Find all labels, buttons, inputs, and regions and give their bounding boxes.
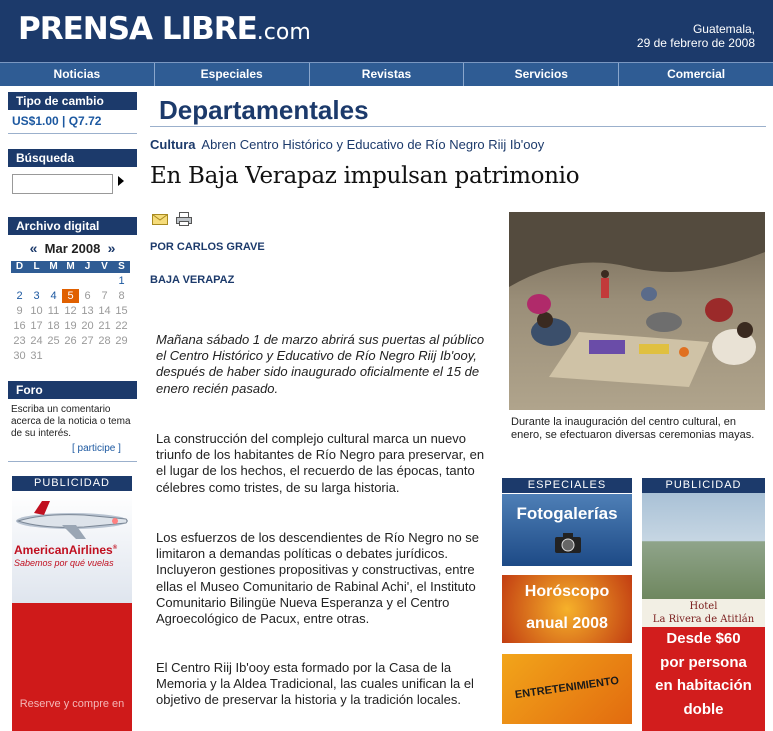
- site-header: [0, 0, 773, 62]
- nav-item-revistas[interactable]: Revistas: [309, 63, 464, 86]
- promo-horoscopo-year: anual 2008: [526, 615, 608, 632]
- ad-brand-text: AmericanAirlines: [14, 543, 113, 557]
- calendar-empty-cell: [62, 274, 79, 288]
- ad-brand-mark: ®: [112, 545, 118, 551]
- hotel-offer-line: en habitación: [655, 677, 752, 694]
- hotel-offer-line: por persona: [660, 653, 747, 671]
- calendar-weekday: S: [113, 261, 130, 273]
- article-paragraph: La construcción del complejo cultural marca un nuevo triunfo de los habitantes de Río Negro para preservar, en el lugar de los hechos, el recuerdo de las épocas, tanto célebres como tristes, de su larga historia.: [156, 431, 485, 495]
- logo-text: PRENSA LIBRE: [18, 11, 257, 47]
- calendar-day: 30: [13, 350, 26, 362]
- forum-text: Escriba un comentario acerca de la noticia o tema de su interés.: [11, 404, 131, 439]
- hotel-offer: [642, 627, 765, 721]
- promo-entretenimiento[interactable]: [502, 654, 632, 724]
- article-headline: En Baja Verapaz impulsan patrimonio: [150, 163, 580, 189]
- calendar-day: 18: [47, 320, 60, 332]
- calendar-prev-button[interactable]: «: [29, 240, 38, 256]
- promo-horoscopo[interactable]: [502, 575, 632, 643]
- calendar-day: 22: [115, 320, 128, 332]
- nav-item-servicios[interactable]: Servicios: [463, 63, 618, 86]
- ad-label-left: PUBLICIDAD: [12, 476, 132, 491]
- promo-entretenimiento-label: ENTRETENIMIENTO: [514, 674, 620, 702]
- hotel-name-line1: Hotel: [689, 601, 718, 612]
- ad-label-right: PUBLICIDAD: [642, 478, 765, 493]
- section-title: Departamentales: [159, 95, 369, 125]
- promo-fotogalerias[interactable]: [502, 494, 632, 566]
- calendar-month: Mar 2008: [44, 241, 101, 256]
- calendar-empty-cell: [11, 274, 28, 288]
- nav-item-noticias[interactable]: Noticias: [53, 67, 101, 81]
- ad-tagline: Sabemos por qué vuelas: [14, 558, 114, 568]
- hotel-name-line2: La Rivera de Atitlán: [652, 614, 755, 625]
- calendar-weekday: L: [28, 261, 45, 273]
- photo-caption: Durante la inauguración del centro cultural, en enero, se efectuaron diversas ceremonias mayas.: [511, 416, 755, 441]
- site-logo[interactable]: [18, 11, 311, 47]
- header-location: Guatemala,: [692, 22, 755, 36]
- hotel-offer-line: doble: [683, 700, 724, 718]
- calendar-empty-cell: [45, 274, 62, 288]
- article-kicker: [150, 137, 544, 152]
- ad-cta: Reserve y compre en: [19, 698, 125, 710]
- calendar-day: 20: [81, 320, 94, 332]
- calendar-day: 10: [30, 305, 43, 317]
- ad-brand: [14, 543, 132, 557]
- calendar-day: 14: [98, 305, 111, 317]
- arrow-right-icon: [117, 176, 125, 186]
- nav-item-especiales[interactable]: Especiales: [154, 63, 309, 86]
- exchange-rate-value: US$1.00 | Q7.72: [12, 114, 102, 128]
- hotel-ad-photo: [642, 493, 765, 599]
- calendar-weekday: D: [11, 261, 28, 273]
- calendar-weekday: M: [62, 261, 79, 273]
- calendar-day: 12: [64, 305, 77, 317]
- calendar-weekday: V: [96, 261, 113, 273]
- sidebar-divider: [8, 133, 137, 134]
- calendar-day[interactable]: 4: [50, 290, 57, 302]
- calendar-empty-cell: [45, 349, 62, 363]
- calendar-day: 17: [30, 320, 43, 332]
- search-title: Búsqueda: [8, 149, 137, 167]
- calendar-day: 21: [98, 320, 111, 332]
- calendar-day: 19: [64, 320, 77, 332]
- airplane-icon: [14, 499, 130, 541]
- calendar-empty-cell: [62, 349, 79, 363]
- calendar-day: 8: [118, 290, 125, 302]
- hotel-name: [642, 599, 765, 627]
- calendar-day[interactable]: 1: [118, 275, 125, 287]
- calendar-day: 9: [16, 305, 23, 317]
- calendar-day: 28: [98, 335, 111, 347]
- calendar-day: 13: [81, 305, 94, 317]
- logo-suffix: .com: [256, 20, 311, 45]
- forum-participate-link[interactable]: [ participe ]: [72, 443, 121, 454]
- calendar-day[interactable]: 3: [33, 290, 40, 302]
- calendar-day: 31: [30, 350, 43, 362]
- search-input[interactable]: [12, 174, 113, 194]
- calendar-day: 27: [81, 335, 94, 347]
- calendar-next-button[interactable]: »: [107, 240, 116, 256]
- calendar-day: 25: [47, 335, 60, 347]
- calendar-day: 26: [64, 335, 77, 347]
- american-airlines-ad[interactable]: [12, 491, 132, 731]
- article-category[interactable]: Cultura: [150, 137, 196, 152]
- calendar-day: 23: [13, 335, 26, 347]
- calendar-day: 16: [13, 320, 26, 332]
- hotel-ad[interactable]: [642, 493, 765, 731]
- header-date: [637, 22, 755, 50]
- calendar-day[interactable]: 2: [16, 290, 23, 302]
- article-kicker-text: Abren Centro Histórico y Educativo de Río Negro Riij Ib'ooy: [201, 137, 545, 152]
- print-icon[interactable]: [176, 212, 192, 226]
- article-paragraph: Mañana sábado 1 de marzo abrirá sus puertas al público el Centro Histórico y Educativo de Río Negro Riij Ib'ooy, después de haber sido inaugurado oficialmente el 15 de enero recién pasado.: [156, 332, 485, 396]
- calendar-weekday: M: [45, 261, 62, 273]
- article-paragraph: El Centro Riij Ib'ooy esta formado por la Casa de la Memoria y la Aldea Tradicional, las cuales unifican la el objetivo de preservar la historia y la tradición locales.: [156, 660, 474, 708]
- archive-title: Archivo digital: [8, 217, 137, 235]
- search-submit-button[interactable]: [116, 176, 126, 190]
- main-nav: [0, 62, 773, 86]
- article-byline: POR CARLOS GRAVE: [150, 241, 265, 253]
- calendar-day: 29: [115, 335, 128, 347]
- camera-icon: [554, 532, 582, 554]
- calendar-empty-cell: [79, 274, 96, 288]
- promo-horoscopo-label: Horóscopo: [524, 583, 610, 600]
- calendar-empty-cell: [28, 274, 45, 288]
- nav-item-comercial[interactable]: Comercial: [618, 63, 773, 86]
- exchange-rate-title: Tipo de cambio: [8, 92, 137, 110]
- calendar-day[interactable]: 5: [62, 289, 79, 303]
- promos-label: ESPECIALES: [502, 478, 632, 493]
- calendar-weekday: J: [79, 261, 96, 273]
- calendar-day: 11: [47, 305, 60, 317]
- header-date-text: 29 de febrero de 2008: [636, 36, 755, 50]
- calendar-header: [8, 240, 137, 256]
- section-divider: [150, 126, 766, 127]
- forum-title: Foro: [8, 381, 137, 399]
- article-paragraph: Los esfuerzos de los descendientes de Río Negro no se limitaron a demandas políticas o debates jurídicos. Incluyeron gestiones propositivas y constructivas, entre ellas el Museo Comunitario de Rabinal Achi', el Instituto Comunitario Bilingüe Nueva Esperanza y el Centro Agroecológico de Pacux, entre otras.: [156, 530, 480, 627]
- sidebar-divider: [8, 461, 137, 462]
- article-dateline: BAJA VERAPAZ: [150, 274, 235, 286]
- promo-fotogalerias-label: Fotogalerías: [516, 504, 618, 523]
- calendar-day: 6: [84, 290, 91, 302]
- calendar-day: 15: [115, 305, 128, 317]
- calendar-empty-cell: [113, 349, 130, 363]
- calendar-empty-cell: [79, 349, 96, 363]
- email-icon[interactable]: [152, 212, 168, 226]
- ceremony-photo-illustration: [509, 212, 765, 410]
- calendar-empty-cell: [96, 274, 113, 288]
- article-photo[interactable]: [509, 212, 765, 410]
- calendar-day: 7: [101, 290, 108, 302]
- calendar-grid: [11, 261, 131, 363]
- calendar-empty-cell: [96, 349, 113, 363]
- calendar-day: 24: [30, 335, 43, 347]
- hotel-offer-line: Desde $60: [666, 630, 741, 647]
